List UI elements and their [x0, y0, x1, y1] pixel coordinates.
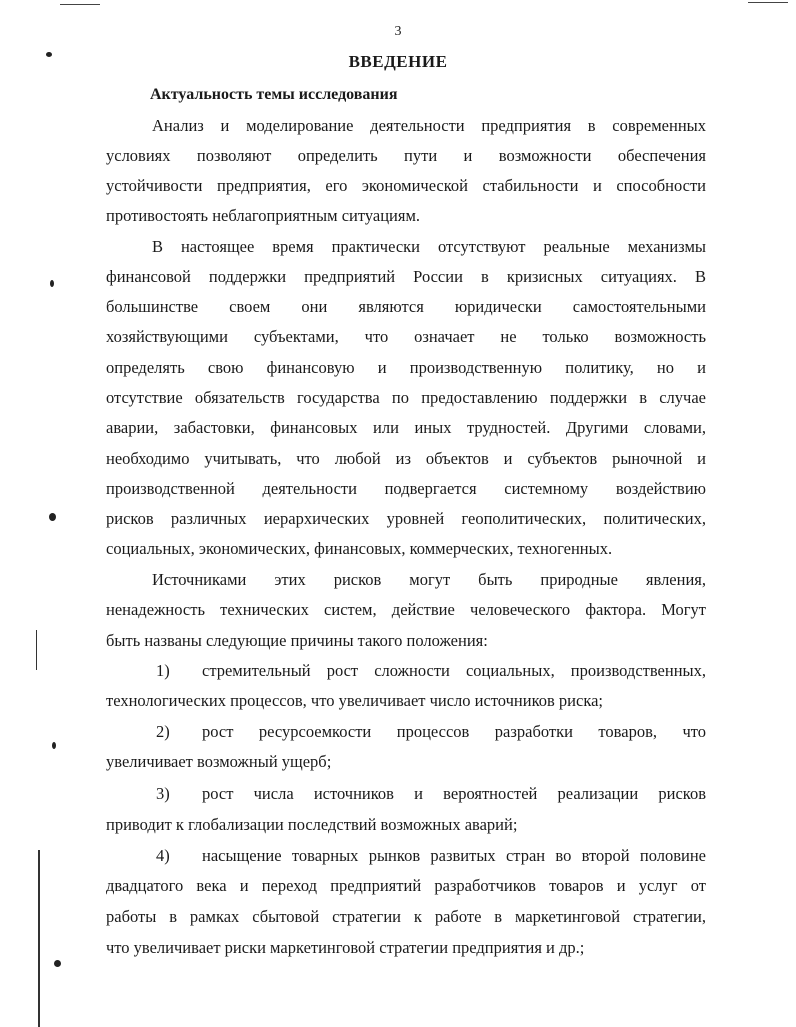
list-item-continuation: увеличивает возможный ущерб;: [106, 752, 332, 771]
list-item-continuation: технологических процессов, что увеличивает число источников риска;: [106, 691, 604, 710]
paragraph-line: финансовой поддержки предприятий России в кризисных ситуациях. В: [106, 267, 706, 286]
paragraph-line: Источниками этих рисков могут быть природные явления,: [152, 570, 706, 589]
list-item: [156, 846, 706, 866]
list-item: [156, 661, 706, 681]
scan-margin-line: [38, 850, 40, 1027]
list-item-text: насыщение товарных рынков развитых стран во второй половине: [202, 846, 706, 865]
list-item-text: рост ресурсоемкости процессов разработки товаров, что: [202, 722, 706, 741]
paragraph-line: необходимо учитывать, что любой из объектов и субъектов рыночной и: [106, 449, 706, 468]
scan-edge-line: [748, 2, 788, 3]
list-item-continuation: двадцатого века и переход предприятий разработчиков товаров и услуг от: [106, 876, 706, 895]
paragraph-line: устойчивости предприятия, его экономической стабильности и способности: [106, 176, 706, 195]
list-item-number: 4): [156, 846, 170, 865]
list-item-continuation: приводит к глобализации последствий возможных аварий;: [106, 815, 518, 834]
paragraph-line: хозяйствующими субъектами, что означает не только возможность: [106, 327, 706, 346]
list-item-continuation: что увеличивает риски маркетинговой стратегии предприятия и др.;: [106, 938, 585, 957]
paragraph-line: отсутствие обязательств государства по предоставлению поддержки в случае: [106, 388, 706, 407]
paragraph-line: условиях позволяют определить пути и возможности обеспечения: [106, 146, 706, 165]
scan-edge-line: [60, 4, 100, 5]
punch-hole-mark: [49, 513, 56, 521]
section-heading: ВВЕДЕНИЕ: [348, 52, 448, 71]
punch-hole-mark: [50, 280, 54, 287]
punch-hole-mark: [52, 742, 56, 749]
paragraph-line: производственной деятельности подвергается системному воздействию: [106, 479, 706, 498]
paragraph-line: социальных, экономических, финансовых, коммерческих, техногенных.: [106, 539, 613, 558]
paragraph-line: противостоять неблагоприятным ситуациям.: [106, 206, 421, 225]
punch-hole-mark: [54, 960, 61, 967]
paragraph-line: большинстве своем они являются юридически самостоятельными: [106, 297, 706, 316]
paragraph-line: рисков различных иерархических уровней геополитических, политических,: [106, 509, 706, 528]
list-item-text: рост числа источников и вероятностей реализации рисков: [202, 784, 706, 803]
list-item-text: стремительный рост сложности социальных, производственных,: [202, 661, 706, 680]
paragraph-line: Анализ и моделирование деятельности предприятия в современных: [152, 116, 706, 135]
paragraph-line: быть названы следующие причины такого положения:: [106, 631, 488, 650]
list-item-number: 1): [156, 661, 170, 680]
paragraph-line: определять свою финансовую и производственную политику, но и: [106, 358, 706, 377]
subsection-heading: Актуальность темы исследования: [150, 86, 398, 103]
paragraph-line: ненадежность технических систем, действие человеческого фактора. Могут: [106, 600, 706, 619]
list-item: [156, 784, 706, 804]
scan-margin-line: [36, 630, 37, 670]
list-item-number: 2): [156, 722, 170, 741]
list-item-continuation: работы в рамках сбытовой стратегии к работе в маркетинговой стратегии,: [106, 907, 706, 926]
paragraph-line: аварии, забастовки, финансовых или иных трудностей. Другими словами,: [106, 418, 706, 437]
page-number: 3: [394, 24, 402, 39]
paragraph-line: В настоящее время практически отсутствуют реальные механизмы: [152, 237, 706, 256]
list-item-number: 3): [156, 784, 170, 803]
list-item: [156, 722, 706, 742]
